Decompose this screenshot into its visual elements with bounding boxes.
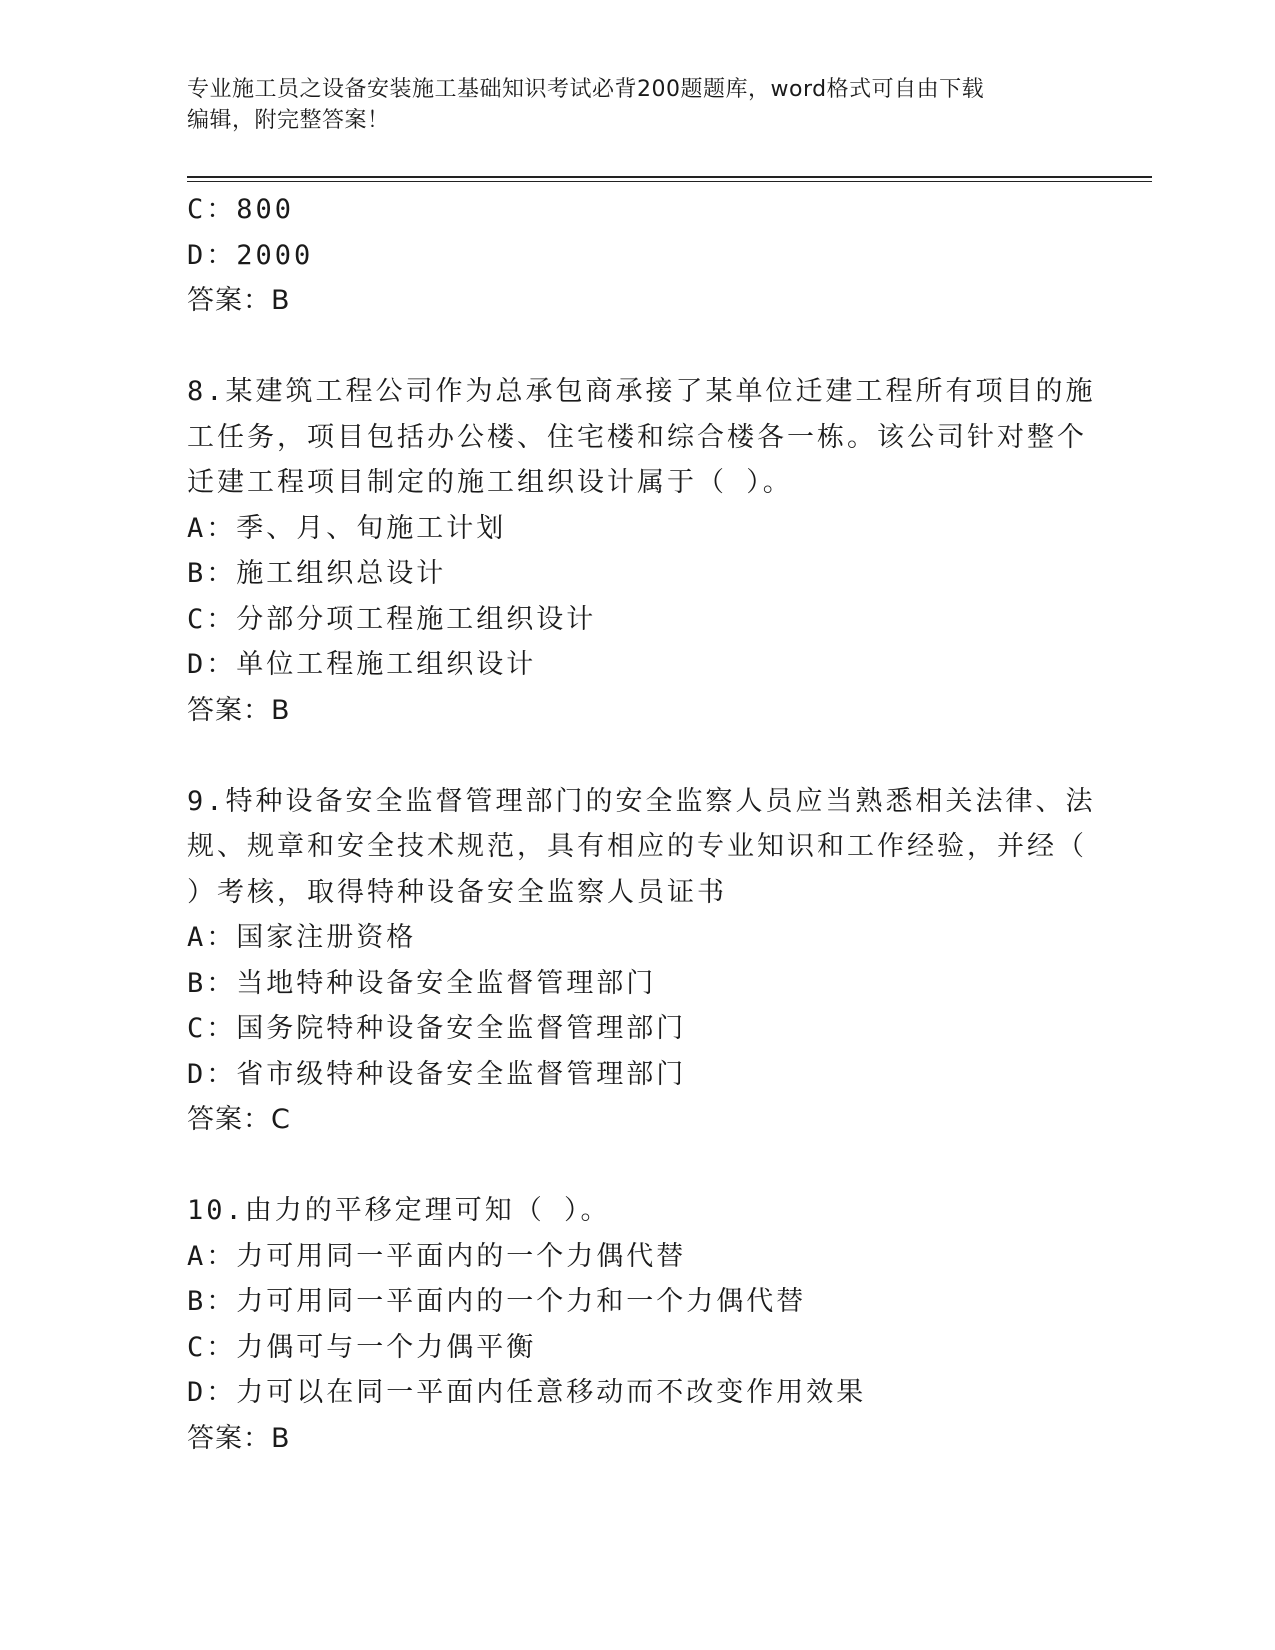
header-divider-thin [187,181,1152,182]
header-divider-thick [187,176,1152,178]
option-text: 国务院特种设备安全监督管理部门 [236,1013,687,1044]
option-line [187,1006,1067,1052]
option-label: A： [187,1240,237,1272]
question-block-9 [187,779,1096,1143]
option-label: A： [187,922,237,953]
option-line [187,506,1067,552]
option-line [187,233,1067,279]
option-text: 力可以在同一平面内任意移动而不改变作用效果 [236,1377,867,1408]
option-line [187,642,1067,688]
option-text: 力偶可与一个力偶平衡 [236,1331,537,1363]
question-stem-line: 工任务，项目包括办公楼、住宅楼和综合楼各一栋。该公司针对整个 [187,421,1087,453]
answer-line: 答案：C [187,1104,291,1135]
option-text: 季、月、旬施工计划 [236,512,507,544]
header-title-line-2: 编辑，附完整答案！ [187,108,390,133]
answer-line: 答案：B [187,694,291,726]
question-stem-line: 迁建工程项目制定的施工组织设计属于（ ）。 [187,467,793,498]
option-text: 力可用同一平面内的一个力偶代替 [236,1240,687,1272]
option-text: 省市级特种设备安全监督管理部门 [236,1058,687,1090]
option-label: A： [187,512,237,544]
option-label: D： [187,1377,237,1408]
spacer [187,1143,1067,1189]
option-text: 800 [236,194,295,225]
option-text: 施工组织总设计 [236,558,447,589]
option-text: 分部分项工程施工组织设计 [236,603,597,635]
option-label: C： [187,1331,237,1363]
option-line [187,1279,1067,1325]
option-label: B： [187,1286,237,1317]
option-line [187,1234,1067,1280]
option-line [187,597,1067,643]
option-label: B： [187,558,237,589]
header-title-line-1: 专业施工员之设备安装施工基础知识考试必背200题题库，word格式可自由下载 [187,77,985,102]
document-header [187,74,1067,136]
option-line [187,551,1067,597]
answer-line: 答案：B [187,285,291,316]
option-line [187,1325,1067,1371]
option-label: D： [187,649,237,680]
spacer [187,324,1067,370]
question-stem-line: 规、规章和安全技术规范，具有相应的专业知识和工作经验，并经（ [187,831,1087,862]
option-text: 力可用同一平面内的一个力和一个力偶代替 [236,1286,807,1317]
option-label: D： [187,1058,237,1090]
option-label: C： [187,194,237,225]
option-line [187,915,1067,961]
question-stem-line: ）考核，取得特种设备安全监察人员证书 [187,876,727,908]
option-text: 国家注册资格 [236,922,417,953]
option-line [187,187,1067,233]
option-text: 2000 [236,239,314,271]
question-stem-line: 9.特种设备安全监督管理部门的安全监察人员应当熟悉相关法律、法 [187,785,1096,817]
option-line [187,1052,1067,1098]
option-label: B： [187,967,237,999]
option-label: D： [187,239,237,271]
answer-line: 答案：B [187,1422,291,1454]
option-label: C： [187,603,237,635]
option-line [187,1370,1067,1416]
option-text: 当地特种设备安全监督管理部门 [236,967,657,999]
question-stem-line: 10.由力的平移定理可知（ ）。 [187,1195,611,1226]
option-label: C： [187,1013,237,1044]
option-text: 单位工程施工组织设计 [236,649,537,680]
question-block-10 [187,1188,1067,1461]
question-stem-line: 8.某建筑工程公司作为总承包商承接了某单位迁建工程所有项目的施 [187,376,1096,407]
question-content [187,187,1096,1461]
spacer [187,733,1067,779]
prev-question-block [187,187,1067,324]
option-line [187,961,1067,1007]
question-block-8 [187,369,1096,733]
